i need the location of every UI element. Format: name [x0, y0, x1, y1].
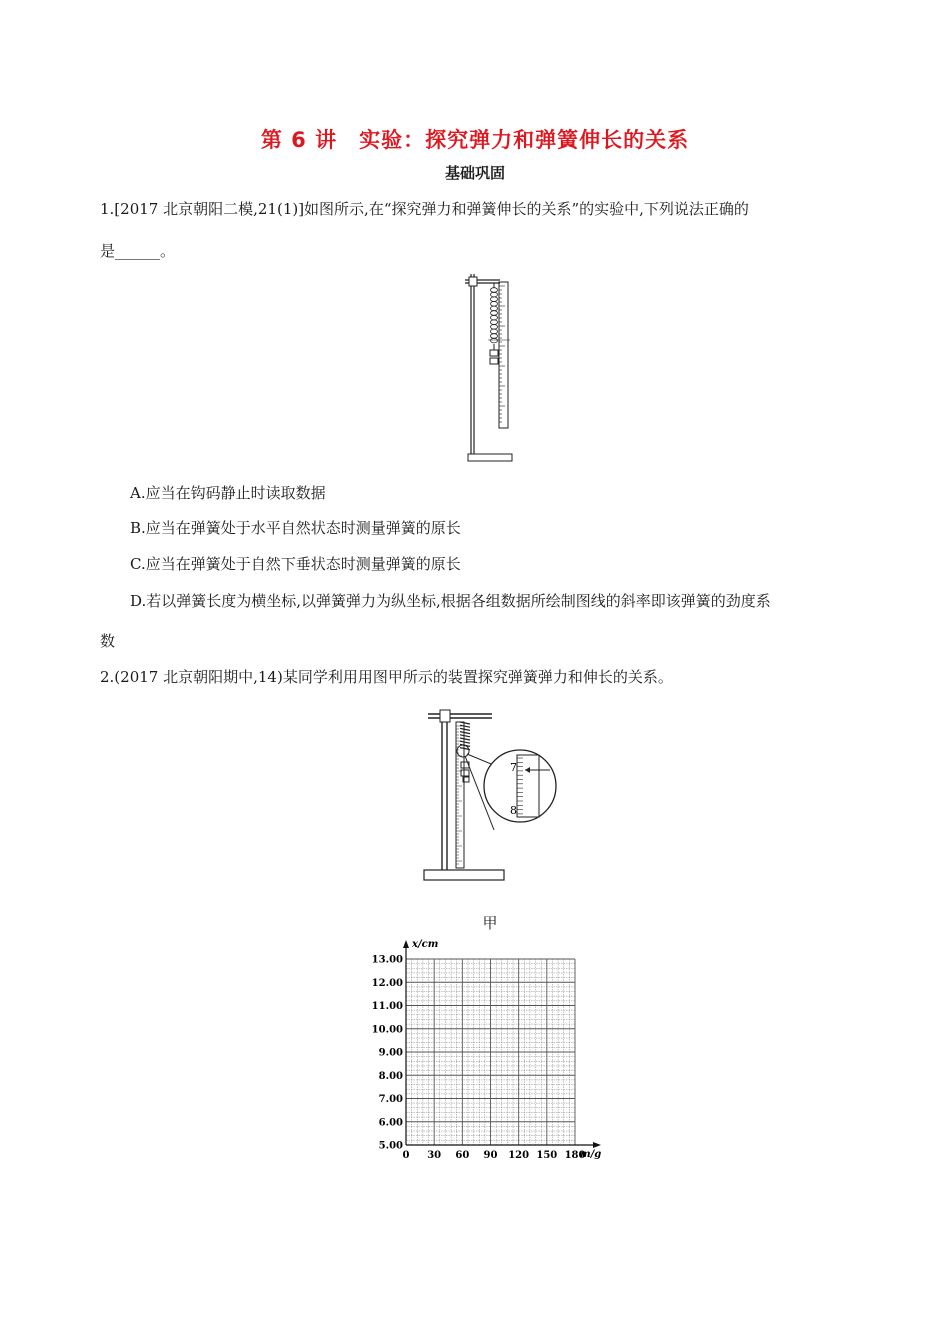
grid	[406, 959, 575, 1145]
x-tick-label: 150	[536, 1150, 558, 1161]
option-d-continued: 数	[100, 632, 116, 650]
tick-labels	[372, 955, 586, 1162]
option-b: B.应当在弹簧处于水平自然状态时测量弹簧的原长	[130, 519, 461, 537]
magnifier-label-8: 8	[510, 804, 517, 817]
apparatus-figure	[420, 700, 570, 885]
y-tick-label: 5.00	[378, 1140, 403, 1152]
y-tick-label: 7.00	[378, 1094, 403, 1105]
option-d: D.若以弹簧长度为横坐标,以弹簧弹力为纵坐标,根据各组数据所绘制图线的斜率即该弹簧的劲度系	[130, 592, 771, 610]
option-a: A.应当在钩码静止时读取数据	[130, 484, 326, 502]
y-tick-label: 10.00	[371, 1024, 403, 1036]
y-tick-label: 13.00	[371, 954, 403, 966]
x-tick-label: 30	[427, 1150, 442, 1161]
section-heading: 基础巩固	[444, 164, 505, 182]
figure-caption: 甲	[482, 914, 498, 932]
y-tick-label: 12.00	[371, 977, 403, 989]
y-tick-label: 11.00	[371, 1001, 403, 1012]
question-2-text: 2.(2017 北京朝阳期中,14)某同学利用用图甲所示的装置探究弹簧弹力和伸长的关系。	[100, 668, 673, 686]
page-title: 第 6 讲 实验：探究弹力和弹簧伸长的关系	[260, 128, 690, 152]
y-axis-label: x/cm	[412, 939, 439, 950]
y-tick-label: 9.00	[378, 1047, 403, 1059]
spring-stand-figure	[460, 268, 530, 464]
x-tick-label: 120	[508, 1150, 530, 1161]
y-tick-label: 6.00	[378, 1117, 403, 1129]
question-1-blank: 是______。	[100, 242, 176, 260]
x-tick-label: 60	[455, 1150, 470, 1161]
axes	[403, 940, 601, 1148]
x-tick-label: 0	[402, 1150, 410, 1161]
magnifier-label-7: 7	[510, 761, 517, 774]
y-tick-label: 8.00	[378, 1070, 403, 1082]
option-c: C.应当在弹簧处于自然下垂状态时测量弹簧的原长	[130, 555, 461, 573]
x-axis-label: m/g	[580, 1149, 602, 1160]
question-1-text: 1.[2017 北京朝阳二模,21(1)]如图所示,在“探究弹力和弹簧伸长的关系”的实验中,下列说法正确的	[100, 200, 749, 218]
x-tick-label: 90	[483, 1150, 498, 1161]
xm-graph	[370, 935, 610, 1180]
x-tick-label: 180	[564, 1150, 586, 1161]
